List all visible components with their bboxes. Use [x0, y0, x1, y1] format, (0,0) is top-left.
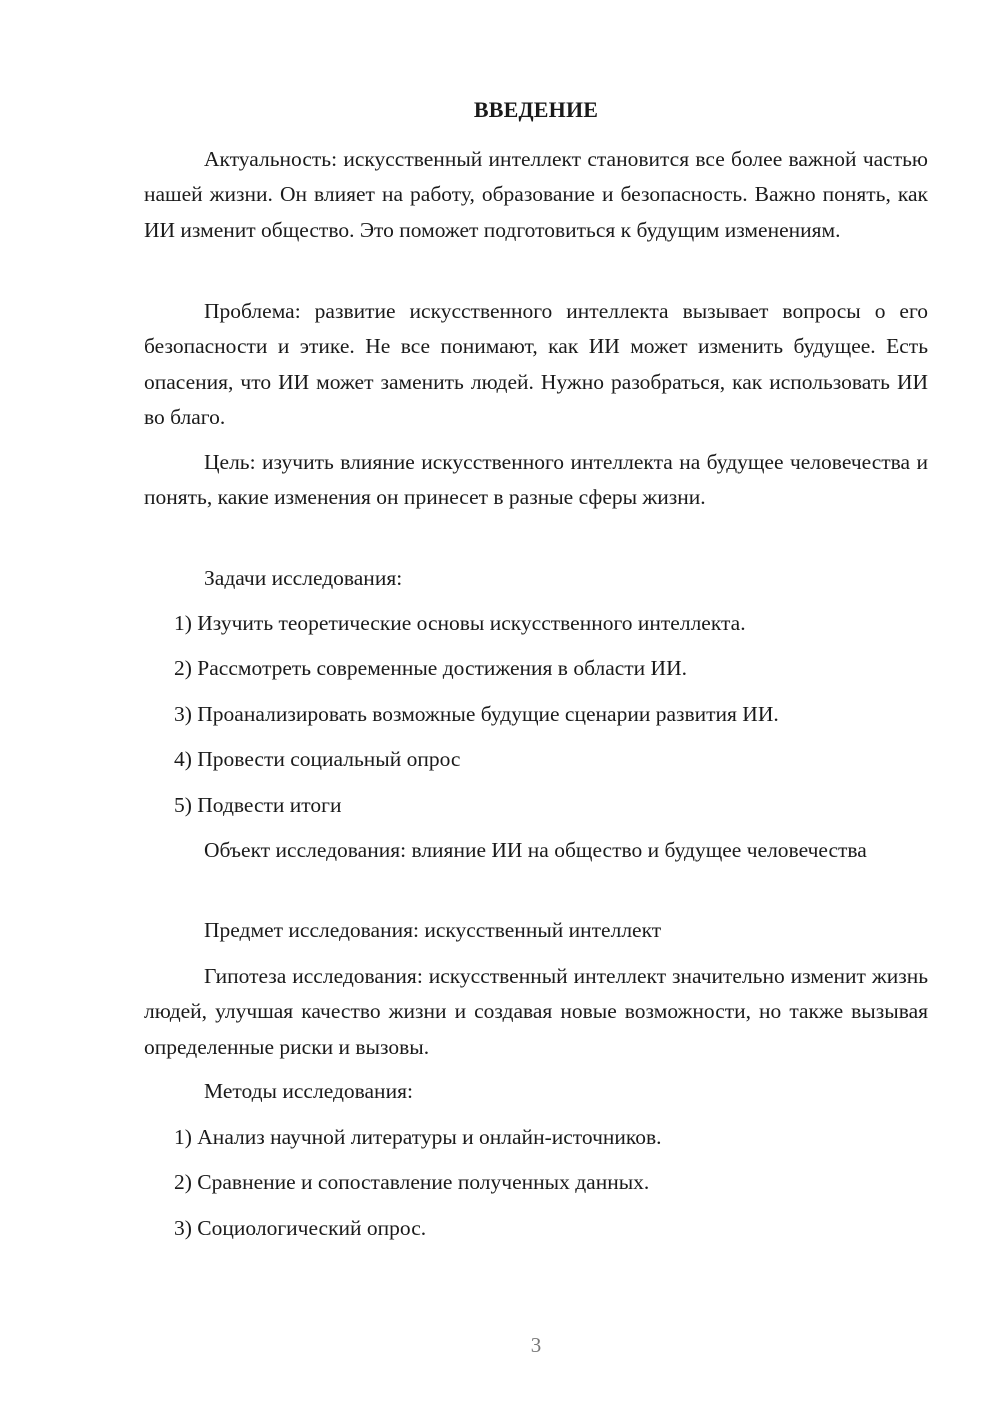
- paragraph-relevance: Актуальность: искусственный интеллект становится все более важной частью нашей жизни. Он влияет на работу, образование и безопасность. Важно понять, как ИИ изменит общество. Это поможет подготовиться к будущим изменениям.: [144, 147, 928, 242]
- method-item-1: 1) Анализ научной литературы и онлайн-источников.: [174, 1125, 662, 1149]
- task-item-1: 1) Изучить теоретические основы искусственного интеллекта.: [174, 611, 746, 635]
- paragraph-object: Объект исследования: влияние ИИ на общество и будущее человечества: [204, 838, 867, 862]
- method-item-2: 2) Сравнение и сопоставление полученных данных.: [174, 1170, 650, 1194]
- methods-heading: Методы исследования:: [204, 1079, 413, 1103]
- method-item-3: 3) Социологический опрос.: [174, 1216, 427, 1240]
- paragraph-goal: Цель: изучить влияние искусственного интеллекта на будущее человечества и понять, какие изменения он принесет в разные сферы жизни.: [144, 450, 928, 510]
- page-number: 3: [530, 1333, 542, 1357]
- paragraph-problem: Проблема: развитие искусственного интеллекта вызывает вопросы о его безопасности и этике. Не все понимают, как ИИ может изменить будущее. Есть опасения, что ИИ может заменить людей. Нужно разобраться, как использовать ИИ во благо.: [144, 299, 928, 429]
- paragraph-hypothesis: Гипотеза исследования: искусственный интеллект значительно изменит жизнь людей, улучшая качество жизни и создавая новые возможности, но также вызывая определенные риски и вызовы.: [144, 964, 928, 1059]
- paragraph-subject: Предмет исследования: искусственный интеллект: [204, 918, 662, 942]
- page-title: ВВЕДЕНИЕ: [473, 97, 599, 122]
- task-item-5: 5) Подвести итоги: [174, 793, 342, 817]
- task-item-3: 3) Проанализировать возможные будущие сценарии развития ИИ.: [174, 702, 779, 726]
- task-item-4: 4) Провести социальный опрос: [174, 747, 461, 771]
- tasks-heading: Задачи исследования:: [204, 566, 403, 590]
- task-item-2: 2) Рассмотреть современные достижения в области ИИ.: [174, 656, 687, 680]
